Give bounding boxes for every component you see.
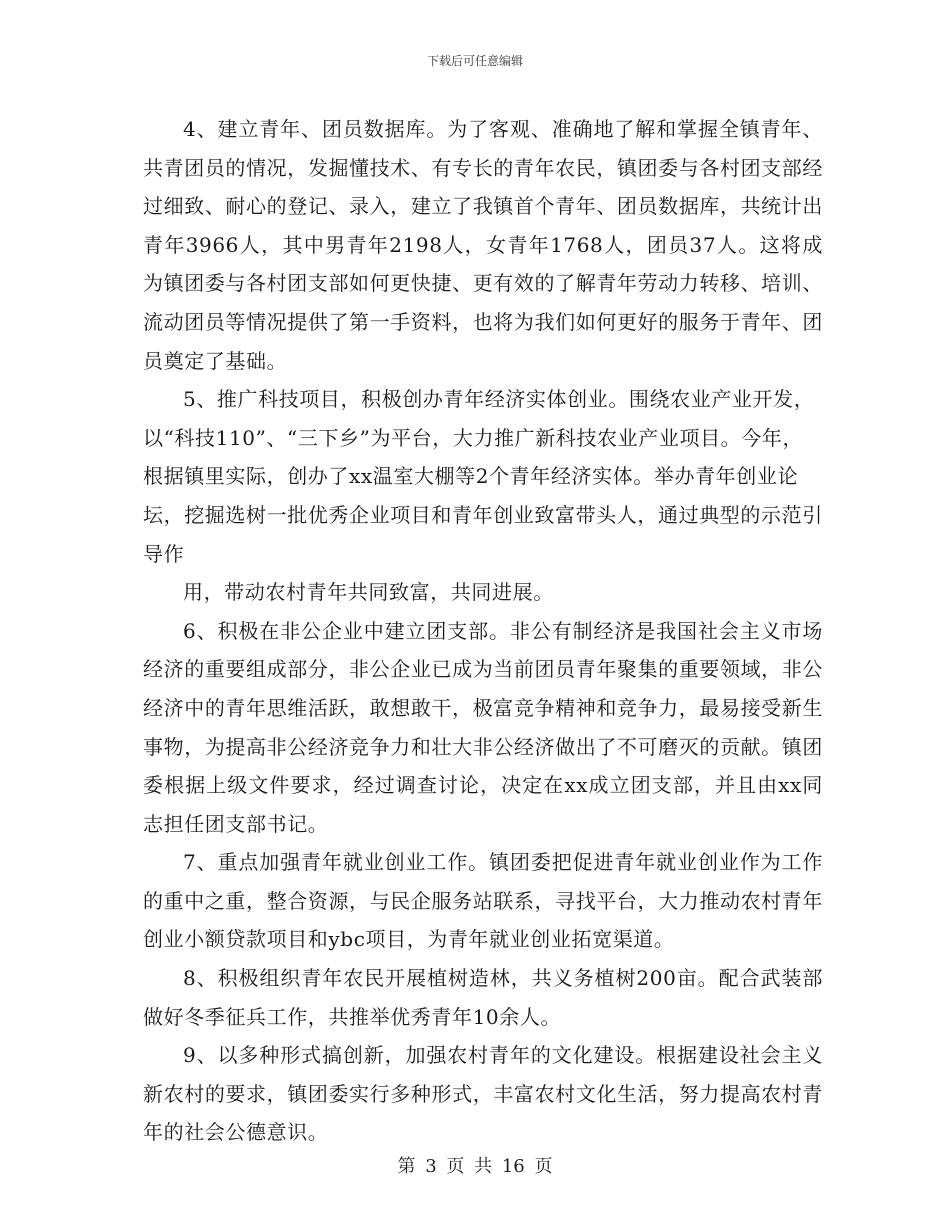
paragraph-9-culture: 9、以多种形式搞创新，加强农村青年的文化建设。根据建设社会主义新农村的要求，镇团委实行多种形式，丰富农村文化生活，努力提高农村青年的社会公德意识。 <box>143 1043 823 1145</box>
paragraph-6-party-branch: 6、积极在非公企业中建立团支部。非公有制经济是我国社会主义市场经济的重要组成部分，非公企业已成为当前团员青年聚集的重要领域，非公经济中的青年思维活跃，敢想敢干，极富竞争精神和竞争力，最易接受新生事物，为提高非公经济竞争力和壮大非公经济做出了不可磨灭的贡献。镇团委根据上级文件要求，经过调查讨论，决定在xx成立团支部，并且由xx同志担任团支部书记。 <box>143 618 823 836</box>
paragraph-7-employment: 7、重点加强青年就业创业工作。镇团委把促进青年就业创业作为工作的重中之重，整合资源，与民企服务站联系，寻找平台，大力推动农村青年创业小额贷款项目和ybc项目，为青年就业创业拓宽渠道。 <box>143 850 823 952</box>
page-header-note: 下载后可任意编辑 <box>426 54 523 68</box>
document-body <box>143 110 823 1152</box>
paragraph-4-youth-database: 4、建立青年、团员数据库。为了客观、准确地了解和掌握全镇青年、共青团员的情况，发掘懂技术、有专长的青年农民，镇团委与各村团支部经过细致、耐心的登记、录入，建立了我镇首个青年、团员数据库，共统计出青年3966人，其中男青年2198人，女青年1768人，团员37人。这将成为镇团委与各村团支部如何更快捷、更有效的了解青年劳动力转移、培训、流动团员等情况提供了第一手资料，也将为我们如何更好的服务于青年、团员奠定了基础。 <box>143 117 823 373</box>
page-number-footer: 第 3 页 共 16 页 <box>397 1156 553 1177</box>
paragraph-8-tree-planting: 8、积极组织青年农民开展植树造林，共义务植树200亩。配合武装部做好冬季征兵工作，共推举优秀青年10余人。 <box>143 966 823 1029</box>
paragraph-5-tech-projects: 5、推广科技项目，积极创办青年经济实体创业。围绕农业产业开发，以“科技110”、“三下乡”为平台，大力推广新科技农业产业项目。今年，根据镇里实际，创办了xx温室大棚等2个青年经济实体。举办青年创业论坛，挖掘选树一批优秀企业项目和青年创业致富带头人，通过典型的示范引导作 <box>143 387 823 566</box>
paragraph-5-continuation: 用，带动农村青年共同致富，共同进展。 <box>183 580 554 605</box>
